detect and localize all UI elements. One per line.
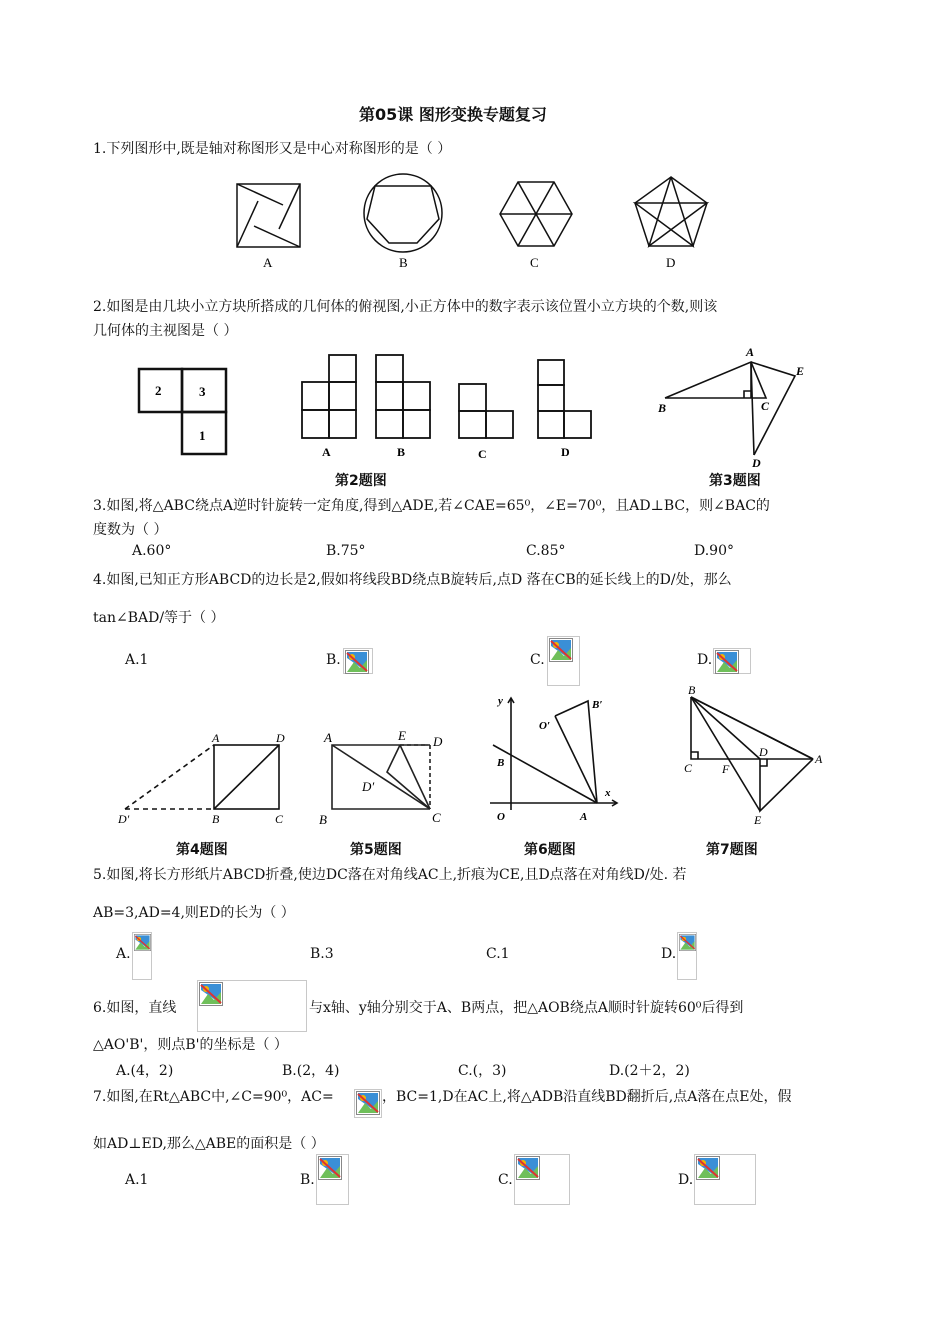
q1-label-b: B: [399, 255, 408, 270]
svg-text:A: A: [322, 445, 331, 459]
svg-text:A: A: [815, 752, 823, 766]
q5-option-d: D.: [661, 946, 677, 962]
q1-label-c: C: [530, 255, 539, 270]
broken-image-icon: [516, 1156, 540, 1180]
q6-caption: 第6题图: [524, 842, 576, 858]
svg-text:C: C: [478, 447, 487, 461]
q1-label-d: D: [666, 255, 676, 270]
q6-line-equation-image: [197, 980, 307, 1032]
question-4-line2: tan∠BAD/等于（ ）: [93, 610, 225, 626]
q4-option-b: B.: [326, 652, 341, 668]
svg-text:2: 2: [155, 383, 162, 398]
q6-option-a: A.(4，2): [116, 1063, 174, 1079]
svg-text:E: E: [754, 813, 762, 827]
q2-caption: 第2题图: [335, 473, 387, 489]
svg-text:A: A: [212, 731, 220, 745]
svg-text:1: 1: [199, 428, 206, 443]
q1-label-a: A: [263, 255, 273, 270]
svg-text:B: B: [212, 812, 220, 826]
svg-text:B: B: [688, 683, 696, 697]
q5-caption: 第5题图: [350, 842, 402, 858]
svg-text:A: A: [746, 345, 755, 359]
svg-text:E: E: [796, 364, 805, 378]
q3-option-a: A.60°: [132, 543, 172, 559]
svg-text:y: y: [498, 695, 503, 707]
svg-text:D: D: [561, 445, 570, 459]
svg-text:D: D: [752, 456, 761, 470]
svg-text:D′: D′: [362, 779, 375, 794]
svg-text:D: D: [759, 745, 768, 759]
q7-option-a: A.1: [125, 1172, 149, 1188]
q4-option-a: A.1: [125, 652, 149, 668]
q7-ac-value-image: [354, 1089, 382, 1118]
q5-option-d-image: [677, 932, 697, 980]
question-7-line1-b: ，BC=1,D在AC上,将△ADB沿直线BD翻折后,点A落在点E处，假: [382, 1089, 792, 1105]
question-6-line1-a: 6.如图，直线: [93, 1000, 177, 1016]
svg-text:B: B: [497, 757, 505, 769]
question-6-line1-b: 与x轴、y轴分别交于A、B两点，把△AOB绕点A顺时针旋转60⁰后得到: [309, 1000, 744, 1016]
svg-text:B: B: [397, 445, 406, 459]
broken-image-icon: [134, 934, 151, 951]
svg-text:B: B: [319, 812, 327, 827]
q3-option-b: B.75°: [326, 543, 366, 559]
svg-text:B: B: [658, 401, 667, 415]
svg-text:D′: D′: [118, 812, 130, 826]
svg-text:O: O: [497, 811, 505, 823]
question-4-line1: 4.如图,已知正方形ABCD的边长是2,假如将线段BD绕点B旋转后,点D 落在CB的延长线上的D/处，那么: [93, 572, 732, 588]
question-7-line2: 如AD⊥ED,那么△ABE的面积是（ ）: [93, 1136, 325, 1152]
question-7-line1-a: 7.如图,在Rt△ABC中,∠C=90⁰，AC=: [93, 1089, 334, 1105]
q7-option-b-image: [316, 1154, 349, 1205]
q3-caption: 第3题图: [709, 473, 761, 489]
q6-option-b: B.(2，4): [282, 1063, 340, 1079]
broken-image-icon: [356, 1091, 380, 1115]
broken-image-icon: [199, 982, 223, 1006]
q4-option-d: D.: [697, 652, 713, 668]
question-2-line1: 2.如图是由几块小立方块所搭成的几何体的俯视图,小正方体中的数字表示该位置小立方块的个数,则该: [93, 299, 718, 315]
q5-option-a-image: [132, 932, 152, 980]
q7-option-b: B.: [300, 1172, 315, 1188]
q4-caption: 第4题图: [176, 842, 228, 858]
svg-text:O′: O′: [539, 720, 551, 732]
q6-option-d: D.(2＋2，2): [609, 1063, 690, 1079]
svg-text:C: C: [275, 812, 284, 826]
broken-image-icon: [679, 934, 696, 951]
svg-text:B′: B′: [592, 699, 603, 711]
q7-option-c-image: [514, 1154, 570, 1205]
broken-image-icon: [318, 1156, 342, 1180]
q7-option-c: C.: [498, 1172, 513, 1188]
svg-text:A: A: [580, 811, 588, 823]
broken-image-icon: [696, 1156, 720, 1180]
svg-text:F: F: [722, 762, 730, 776]
svg-text:D: D: [276, 731, 285, 745]
q7-option-d: D.: [678, 1172, 694, 1188]
svg-text:C: C: [432, 810, 441, 825]
question-5-line2: AB=3,AD=4,则ED的长为（ ）: [93, 905, 295, 921]
question-5-line1: 5.如图,将长方形纸片ABCD折叠,使边DC落在对角线AC上,折痕为CE,且D点落在对角线D/处. 若: [93, 867, 687, 883]
q3-option-d: D.90°: [694, 543, 734, 559]
question-6-line2: △AO'B'，则点B'的坐标是（ ）: [93, 1037, 288, 1053]
q3-option-c: C.85°: [526, 543, 566, 559]
q7-option-d-image: [694, 1154, 756, 1205]
q5-option-b: B.3: [310, 946, 334, 962]
page-title: 第05课 图形变换专题复习: [359, 105, 547, 124]
svg-text:x: x: [605, 787, 611, 799]
q5-option-c: C.1: [486, 946, 510, 962]
question-1-text: 1.下列图形中,既是轴对称图形又是中心对称图形的是（ ）: [93, 141, 452, 157]
question-3-line2: 度数为（ ）: [93, 522, 168, 538]
q6-option-c: C.(，3): [458, 1063, 507, 1079]
svg-text:C: C: [761, 399, 770, 413]
svg-text:3: 3: [199, 384, 206, 399]
question-2-line2: 几何体的主视图是（ ）: [93, 323, 238, 339]
svg-text:D: D: [433, 734, 443, 749]
q4-option-c: C.: [530, 652, 545, 668]
svg-text:A: A: [324, 730, 332, 745]
q5-option-a: A.: [116, 946, 131, 962]
svg-text:C: C: [684, 761, 693, 775]
question-3-line1: 3.如图,将△ABC绕点A逆时针旋转一定角度,得到△ADE,若∠CAE=65⁰，∠E=70⁰，且AD⊥BC，则∠BAC的: [93, 498, 770, 514]
svg-text:E: E: [398, 728, 406, 743]
q7-caption: 第7题图: [706, 842, 758, 858]
